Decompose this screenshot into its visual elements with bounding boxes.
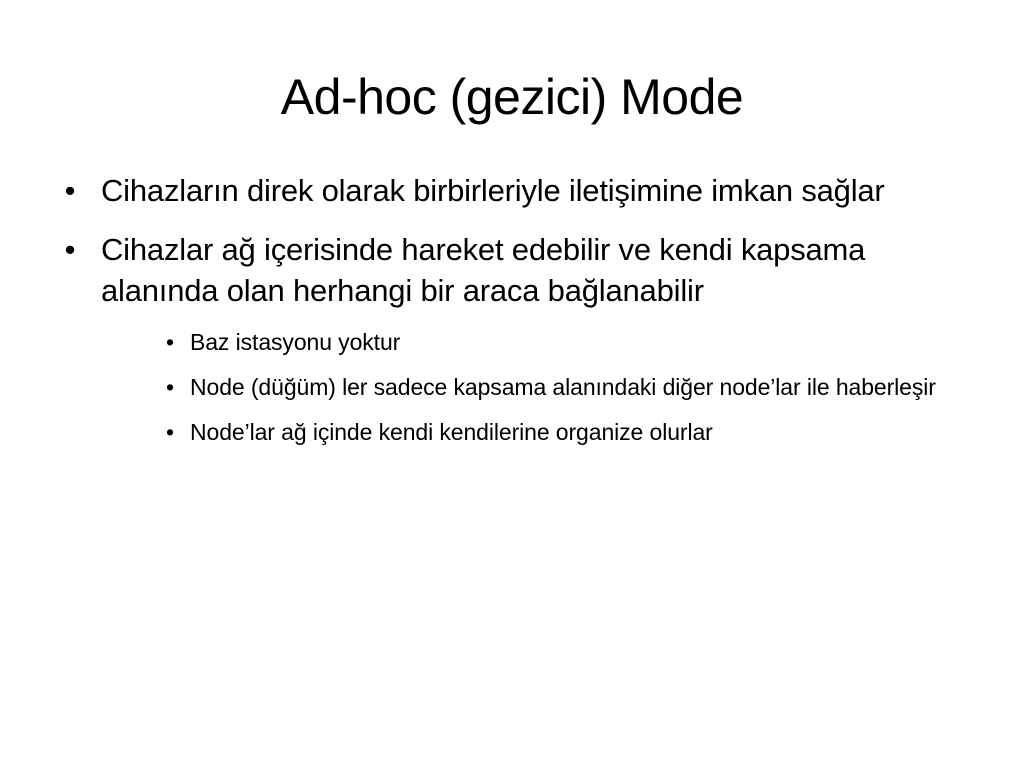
sub-bullet-item xyxy=(163,416,980,449)
bullet-dot-icon: • xyxy=(166,329,174,355)
sub-bullet-text: Node (düğüm) ler sadece kapsama alanındaki diğer node’lar ile haberleşir xyxy=(190,374,936,400)
sub-bullet-item xyxy=(163,326,980,359)
sub-bullet-item xyxy=(163,371,980,404)
bullet-dot-icon: • xyxy=(64,232,76,267)
bullet-dot-icon: • xyxy=(166,374,174,400)
bullet-text: Cihazların direk olarak birbirleriyle iletişimine imkan sağlar xyxy=(101,173,885,208)
sub-bullet-text: Node’lar ağ içinde kendi kendilerine organize olurlar xyxy=(190,419,713,445)
bullet-item xyxy=(60,170,980,211)
bullet-text: Cihazlar ağ içerisinde hareket edebilir ve kendi kapsama alanında olan herhangi bir araca bağlanabilir xyxy=(101,232,866,308)
slide-content xyxy=(60,170,980,461)
bullet-item xyxy=(60,229,980,311)
sub-bullet-text: Baz istasyonu yoktur xyxy=(190,329,401,355)
slide-title: Ad-hoc (gezici) Mode xyxy=(280,69,744,125)
sub-bullet-list xyxy=(60,326,980,449)
bullet-dot-icon: • xyxy=(64,173,76,208)
bullet-dot-icon: • xyxy=(166,419,174,445)
